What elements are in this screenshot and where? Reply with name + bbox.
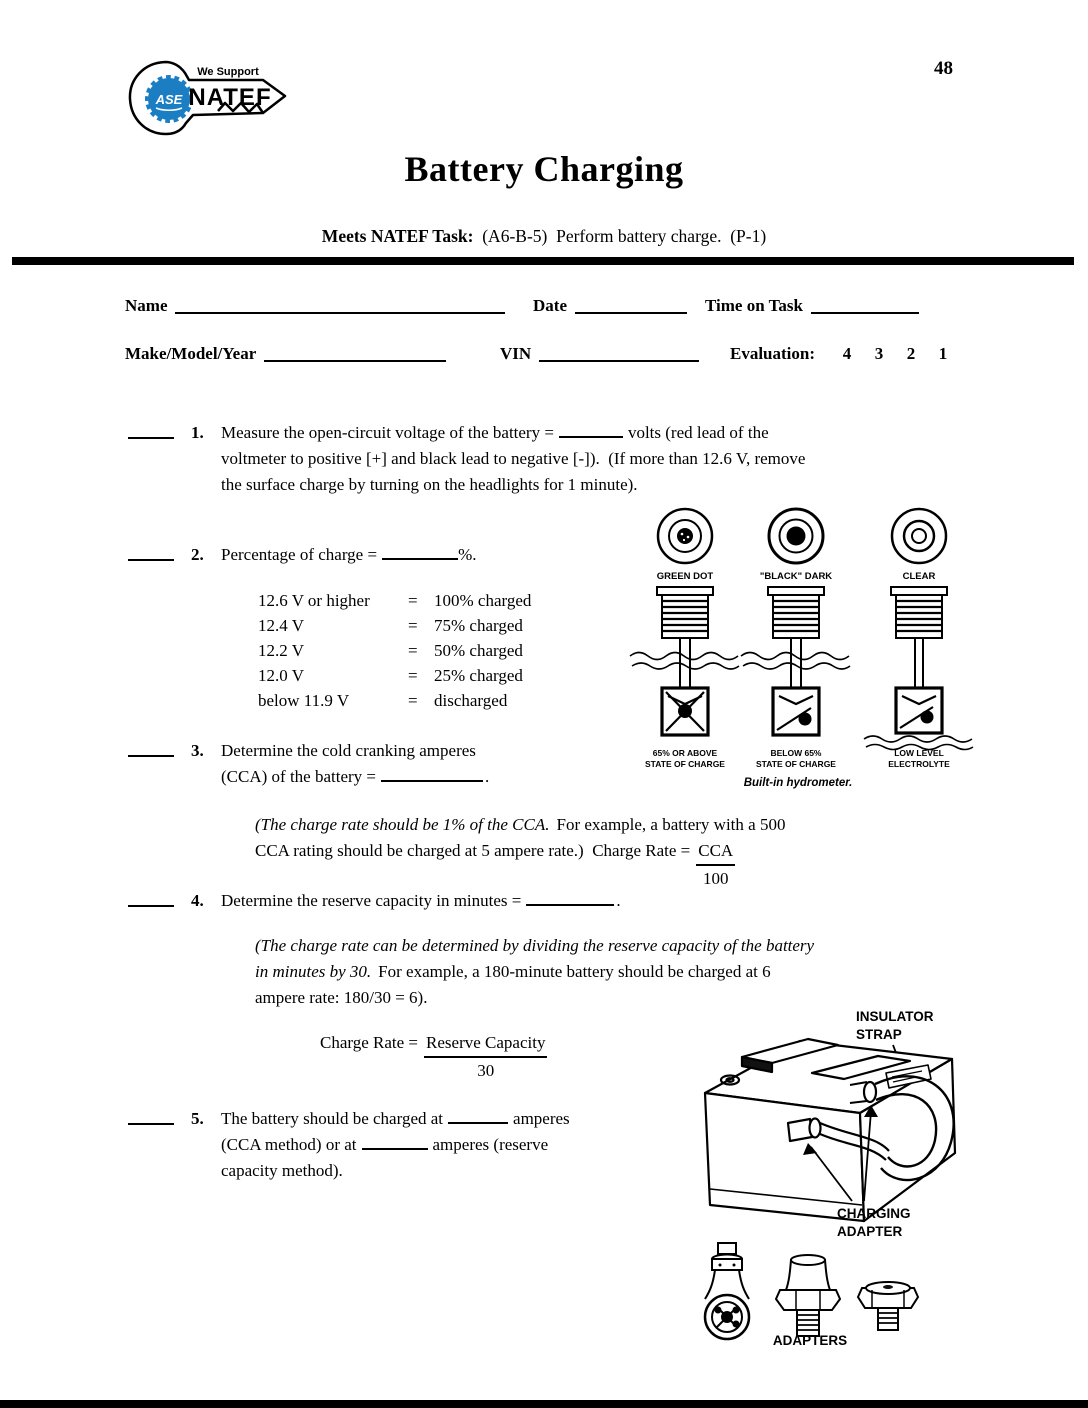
- name-field: [125, 296, 505, 316]
- item-1-text: [221, 420, 969, 498]
- date-label: Date: [533, 296, 567, 315]
- item-3-number: 3.: [191, 741, 204, 760]
- make-blank-line: [264, 360, 446, 362]
- voltage-row: 12.2 V = 50% charged: [258, 641, 523, 660]
- item-5-line1a: The battery should be charged at: [221, 1109, 444, 1128]
- answer-blank: [559, 423, 623, 438]
- hydrometer-caption: Built-in hydrometer.: [743, 777, 853, 789]
- ase-logo-text: ASE: [155, 92, 183, 107]
- date-field: [533, 296, 687, 316]
- insulator-strap-label: INSULATOR: [856, 1009, 934, 1024]
- time-on-task-label: Time on Task: [705, 296, 803, 315]
- adapters-label: ADAPTERS: [772, 1333, 848, 1348]
- item-1-check-blank: [128, 420, 174, 439]
- page-number: 48: [934, 58, 953, 79]
- time-blank-line: [811, 312, 919, 314]
- eval-score-4: 4: [842, 344, 852, 363]
- make-model-year-label: Make/Model/Year: [125, 344, 257, 363]
- natef-key-logo: [123, 53, 307, 151]
- item-3-check-blank: [128, 738, 174, 757]
- doc-title: Battery Charging: [404, 149, 684, 189]
- item-3-line2a: (CCA) of the battery =: [221, 767, 376, 786]
- make-model-year-field: [125, 344, 446, 364]
- eval-score-3: 3: [874, 344, 884, 363]
- voltage-row: 12.0 V = 25% charged: [258, 666, 523, 685]
- answer-blank: [448, 1109, 508, 1124]
- item-5-number: 5.: [191, 1109, 204, 1128]
- item-4-line1b: .: [616, 891, 621, 910]
- item-1-line1b: volts (red lead of the: [627, 423, 769, 442]
- item-1-line3: the surface charge by turning on the headlights for 1 minute).: [221, 475, 638, 494]
- time-on-task-field: [705, 296, 919, 316]
- state-label: ELECTROLYTE: [888, 759, 950, 769]
- item-2-number: 2.: [191, 545, 204, 564]
- item-2-line1a: Percentage of charge =: [221, 545, 378, 564]
- item-4-number: 4.: [191, 891, 204, 910]
- header-rule: [12, 257, 1074, 265]
- dot-label: CLEAR: [902, 571, 936, 582]
- hydrometer-figure: [628, 503, 1000, 795]
- name-label: Name: [125, 296, 168, 315]
- voltage-row: 12.6 V or higher = 100% charged: [258, 591, 532, 610]
- fraction-denominator: 30: [477, 1061, 495, 1080]
- item-3-note-italic: (The charge rate should be 1% of the CCA.: [255, 815, 550, 834]
- answer-blank: [362, 1135, 428, 1150]
- item-3-line2b: .: [485, 767, 490, 786]
- task-line: [0, 226, 1088, 247]
- state-label: 65% OR ABOVE: [652, 748, 718, 758]
- vin-blank-line: [539, 360, 699, 362]
- item-4-text: [221, 888, 969, 914]
- item-5-check-blank: [128, 1106, 174, 1125]
- answer-blank: [526, 891, 614, 906]
- fraction-numerator: Reserve Capacity: [424, 1030, 547, 1058]
- footer-rule: [0, 1400, 1088, 1408]
- item-3-note-b: CCA rating should be charged at 5 ampere rate.) Charge Rate =: [255, 841, 691, 860]
- vin-field: [500, 344, 699, 364]
- answer-blank: [382, 545, 458, 560]
- item-4-note-italic2: in minutes by 30.: [255, 962, 372, 981]
- eval-score-1: 1: [938, 344, 948, 363]
- state-label: STATE OF CHARGE: [756, 759, 836, 769]
- state-label: BELOW 65%: [770, 748, 822, 758]
- fraction-denominator: 100: [702, 869, 729, 888]
- vin-label: VIN: [500, 344, 532, 363]
- voltage-row: 12.4 V = 75% charged: [258, 616, 523, 635]
- task-item-1: [128, 420, 969, 498]
- charging-adapter-label: ADAPTER: [837, 1224, 903, 1239]
- logo-we-support: We Support: [197, 66, 259, 78]
- charging-adapter-label: CHARGING: [837, 1206, 911, 1221]
- voltage-row: below 11.9 V = discharged: [258, 691, 508, 710]
- hydrometer-col-clear: [864, 509, 973, 769]
- item-1-number: 1.: [191, 423, 204, 442]
- item-2-check-blank: [128, 542, 174, 561]
- insulator-strap-label: STRAP: [856, 1027, 902, 1042]
- formula-label: Charge Rate =: [320, 1033, 419, 1052]
- battery-icon: [705, 1039, 955, 1221]
- evaluation-label: Evaluation:: [730, 344, 816, 363]
- item-4-note-italic1: (The charge rate can be determined by dividing the reserve capacity of the battery: [255, 936, 815, 955]
- name-blank-line: [175, 312, 505, 314]
- item-1-line2: voltmeter to positive [+] and black lead to negative [-]). (If more than 12.6 V, remove: [221, 449, 806, 468]
- logo-natef: NATEF: [188, 84, 272, 111]
- battery-figure: [690, 993, 1015, 1248]
- item-5-text: [221, 1106, 651, 1184]
- dot-label: "BLACK" DARK: [759, 571, 833, 582]
- voltage-percentage-chart: [258, 588, 531, 713]
- adapter-nut-icon: [858, 1282, 918, 1330]
- item-2-line1b: %.: [458, 545, 477, 564]
- evaluation-scores: [831, 344, 959, 364]
- answer-blank: [381, 767, 483, 782]
- task-item-3: [128, 738, 581, 790]
- adapter-post-icon: [776, 1255, 840, 1336]
- evaluation-field: [730, 344, 959, 364]
- task-item-5: [128, 1106, 651, 1184]
- cca-fraction: [696, 838, 735, 892]
- adapter-side-terminal-icon: [705, 1243, 749, 1339]
- item-5-line2b: amperes (reserve: [432, 1135, 549, 1154]
- task-text: (A6-B-5) Perform battery charge. (P-1): [473, 226, 767, 246]
- state-label: LOW LEVEL: [894, 748, 944, 758]
- item-5-line1b: amperes: [513, 1109, 570, 1128]
- item-4-check-blank: [128, 888, 174, 907]
- item-4-note-b: ampere rate: 180/30 = 6).: [255, 988, 428, 1007]
- item-4-note-a: For example, a 180-minute battery should be charged at 6: [378, 962, 771, 981]
- hydrometer-col-green: [630, 509, 739, 769]
- dot-label: GREEN DOT: [656, 571, 714, 582]
- adapters-figure: [680, 1240, 1010, 1360]
- reserve-capacity-formula: [320, 1030, 547, 1084]
- item-3-note: [255, 812, 975, 892]
- item-3-note-a: For example, a battery with a 500: [556, 815, 786, 834]
- hydrometer-col-black: [741, 509, 850, 769]
- task-label: Meets NATEF Task:: [321, 226, 474, 246]
- item-5-line3: capacity method).: [221, 1161, 343, 1180]
- reserve-fraction: [424, 1030, 547, 1084]
- task-item-4: [128, 888, 969, 914]
- item-4-line1a: Determine the reserve capacity in minutes =: [221, 891, 522, 910]
- fraction-numerator: CCA: [696, 838, 735, 866]
- state-label: STATE OF CHARGE: [645, 759, 725, 769]
- item-3-line1: Determine the cold cranking amperes: [221, 741, 476, 760]
- eval-score-2: 2: [906, 344, 916, 363]
- item-1-line1a: Measure the open-circuit voltage of the battery =: [221, 423, 554, 442]
- item-3-text: [221, 738, 581, 790]
- date-blank-line: [575, 312, 687, 314]
- item-5-line2a: (CCA method) or at: [221, 1135, 357, 1154]
